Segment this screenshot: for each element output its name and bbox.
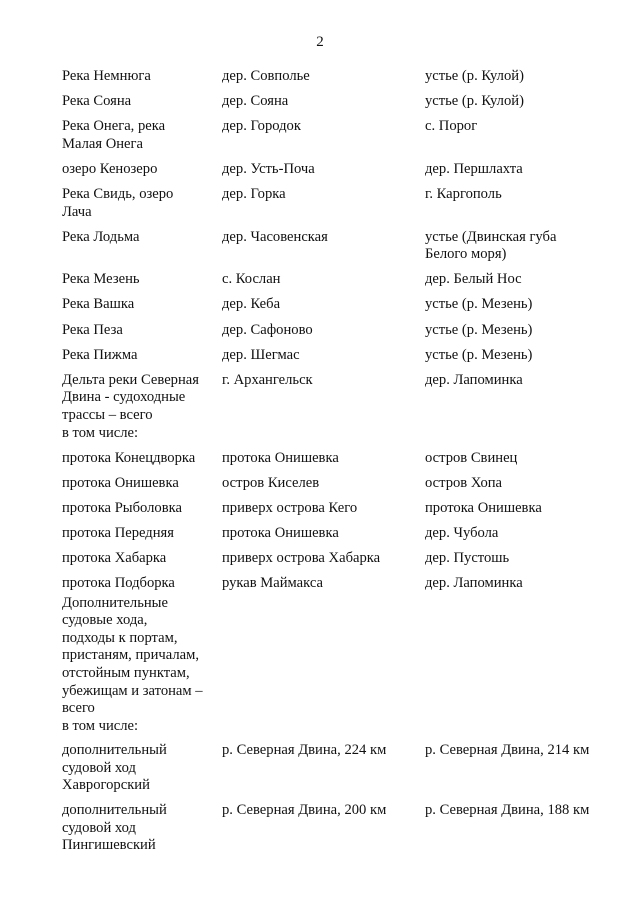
section-end: р. Северная Двина, 188 км xyxy=(425,802,590,819)
section-end: с. Порог xyxy=(425,118,478,135)
section-end: устье (р. Кулой) xyxy=(425,68,524,84)
table-row xyxy=(62,575,622,593)
section-end: р. Северная Двина, 214 км xyxy=(425,741,590,758)
section-start: дер. Усть-Поча xyxy=(222,160,315,177)
waterway-name: протока Передняя xyxy=(62,524,174,541)
table-row xyxy=(62,161,622,179)
section-start: дер. Шегмас xyxy=(222,346,300,363)
section-start: дер. Горка xyxy=(222,185,286,202)
waterway-name: протока Конецдворка xyxy=(62,449,196,466)
table-row xyxy=(62,93,622,111)
section-end: г. Каргополь xyxy=(425,185,502,202)
section-start: р. Северная Двина, 200 км xyxy=(222,802,387,819)
waterways-table xyxy=(62,68,622,855)
table-row xyxy=(62,525,622,543)
table-row xyxy=(62,550,622,568)
table-row xyxy=(62,595,622,736)
waterway-name: протока Рыболовка xyxy=(62,499,182,516)
section-start: протока Онишевка xyxy=(222,524,339,541)
table-row xyxy=(62,802,622,855)
section-end: устье (Двинская губа Белого моря) xyxy=(425,228,557,263)
waterway-name: Река Вашка xyxy=(62,296,135,313)
section-end: устье (р. Кулой) xyxy=(425,93,524,110)
section-end: дер. Чубола xyxy=(425,524,499,541)
section-start: дер. Городок xyxy=(222,118,301,135)
table-row xyxy=(62,68,622,86)
section-start: протока Онишевка xyxy=(222,449,339,466)
table-row xyxy=(62,372,622,442)
section-start: с. Кослан xyxy=(222,271,281,288)
waterway-name: Река Сояна xyxy=(62,93,132,110)
section-end: дер. Белый Нос xyxy=(425,271,522,288)
section-start: приверх острова Кего xyxy=(222,499,358,516)
waterway-name: Река Онега, река Малая Онега xyxy=(62,118,166,152)
section-start: г. Архангельск xyxy=(222,371,313,388)
section-end: дер. Першлахта xyxy=(425,160,523,177)
section-start: дер. Сояна xyxy=(222,93,289,110)
waterway-name: Река Лодьма xyxy=(62,228,140,245)
table-row xyxy=(62,186,622,221)
waterway-name: Река Мезень xyxy=(62,271,140,288)
section-end: устье (р. Мезень) xyxy=(425,296,533,313)
section-end: протока Онишевка xyxy=(425,499,542,516)
table-row xyxy=(62,450,622,468)
table-row xyxy=(62,500,622,518)
waterway-name: озеро Кенозеро xyxy=(62,160,158,177)
waterway-name: протока Подборка xyxy=(62,575,175,592)
section-start: остров Киселев xyxy=(222,474,320,491)
section-end: устье (р. Мезень) xyxy=(425,321,533,338)
waterway-name: Дельта реки Северная Двина - судоходные трассы – всего в том числе: xyxy=(62,371,199,441)
waterway-name: дополнительный судовой ход Хаврогорский xyxy=(62,741,167,794)
waterway-name: Река Немнюга xyxy=(62,68,151,84)
waterway-name: протока Хабарка xyxy=(62,549,167,566)
section-start: дер. Совполье xyxy=(222,68,310,84)
table-row xyxy=(62,347,622,365)
section-start: дер. Кеба xyxy=(222,296,281,313)
table-row xyxy=(62,742,622,795)
waterway-name: Река Пеза xyxy=(62,321,123,338)
section-end: остров Хопа xyxy=(425,474,503,491)
table-row xyxy=(62,118,622,153)
table-row xyxy=(62,322,622,340)
page-number: 2 xyxy=(316,34,324,50)
section-start: дер. Сафоново xyxy=(222,321,313,338)
waterway-name: дополнительный судовой ход Пингишевский xyxy=(62,802,167,854)
table-row xyxy=(62,229,622,264)
section-end: дер. Пустошь xyxy=(425,549,510,566)
waterway-name: Река Пижма xyxy=(62,346,138,363)
section-start: р. Северная Двина, 224 км xyxy=(222,741,387,758)
table-row xyxy=(62,475,622,493)
table-row xyxy=(62,296,622,314)
section-start: рукав Маймакса xyxy=(222,575,324,592)
table-row xyxy=(62,271,622,289)
section-start: дер. Часовенская xyxy=(222,228,328,245)
section-end: остров Свинец xyxy=(425,449,518,466)
section-start: приверх острова Хабарка xyxy=(222,549,381,566)
waterway-name: Дополнительные судовые хода, подходы к портам, пристаням, причалам, отстойным пунктам, убежищам и затонам – всего в том числе: xyxy=(62,594,203,734)
section-end: устье (р. Мезень) xyxy=(425,346,533,363)
section-end: дер. Лапоминка xyxy=(425,371,523,388)
waterway-name: протока Онишевка xyxy=(62,474,179,491)
section-end: дер. Лапоминка xyxy=(425,575,523,592)
waterway-name: Река Свидь, озеро Лача xyxy=(62,185,174,220)
